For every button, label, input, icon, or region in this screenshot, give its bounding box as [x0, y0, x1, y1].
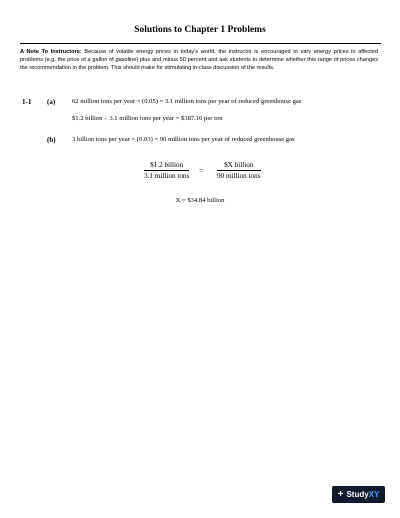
- fraction-right: [217, 161, 261, 180]
- fraction-right-denominator: 90 million tons: [217, 172, 261, 180]
- page-title: Solutions to Chapter 1 Problems: [134, 25, 266, 35]
- part-a-label: (a): [47, 98, 56, 106]
- equals-sign: =: [199, 166, 204, 175]
- fraction-left-numerator: $1.2 billion: [150, 161, 184, 169]
- part-b-line-1: 3 billion tons per year × (0.03) = 90 million tons per year of reduced greenhouse gas: [72, 136, 295, 143]
- instructor-note: [20, 48, 378, 72]
- part-b-label: (b): [47, 136, 56, 144]
- plus-icon: +: [337, 488, 344, 500]
- badge-brand-main: Study: [346, 490, 369, 499]
- note-heading: A Note To Instructors:: [20, 49, 82, 55]
- fraction-left-denominator: 3.1 million tons: [144, 172, 190, 180]
- fraction-right-numerator: $X billion: [224, 161, 254, 169]
- badge-brand-accent: XY: [368, 490, 380, 499]
- header-divider: [20, 43, 381, 44]
- studyxy-badge[interactable]: [332, 486, 385, 503]
- problem-number: 1-1: [22, 98, 32, 106]
- fraction-left: [144, 161, 189, 180]
- part-a-line-1: 62 million tons per year × (0.05) = 3.1 million tons per year of reduced greenhouse gas: [72, 98, 302, 105]
- note-body: Because of volatile energy prices in today's world, the instructor is encouraged to vary energy prices in affected problems (e.g. the price of a gallon of gasoline) plus and minus 50 percent and ask students to determine whether this range of prices changes the recommendation in the problem. This should make for stimulating in-class discussion of the results.: [20, 49, 378, 71]
- result-line: X = $34.84 billion: [175, 197, 225, 204]
- part-a-line-2: $1.2 billion ÷ 3.1 million tons per year = $387.10 per ton: [72, 115, 223, 122]
